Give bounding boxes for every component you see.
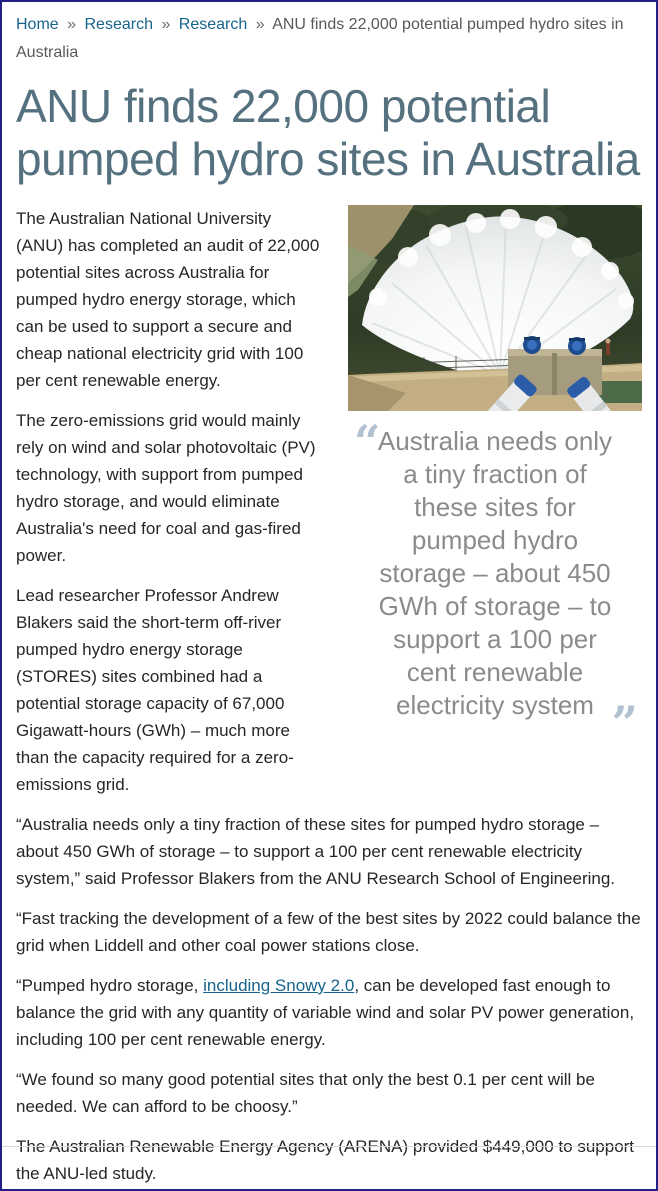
paragraph-6-after-link: , can be developed fast enough to balance the grid with any quantity of variable wind and solar PV power generation, including 100 per cent renewable energy. bbox=[16, 976, 635, 1049]
breadcrumb bbox=[16, 11, 642, 67]
paragraph-7: “We found so many good potential sites that only the best 0.1 per cent will be needed. We can afford to be choosy.” bbox=[16, 1070, 595, 1116]
breadcrumb-separator: » bbox=[67, 16, 77, 33]
open-quote-icon: “ bbox=[354, 415, 381, 469]
pull-quote bbox=[348, 415, 642, 750]
breadcrumb-link-home[interactable]: Home bbox=[16, 16, 59, 33]
article-figure bbox=[348, 205, 642, 755]
page-title: ANU finds 22,000 potential pumped hydro sites in Australia bbox=[16, 80, 640, 185]
section-divider bbox=[2, 1146, 656, 1147]
paragraph-8: The Australian Renewable Energy Agency (ARENA) provided $449,000 to support the ANU-led study. bbox=[16, 1137, 635, 1183]
breadcrumb-current-page: ANU finds 22,000 potential pumped hydro sites in Australia bbox=[16, 16, 624, 61]
paragraph-3: Lead researcher Professor Andrew Blakers said the short-term off-river pumped hydro energy storage (STORES) sites combined had a potential storage capacity of 67,000 Gigawatt-hours (GWh) – much more than the capacity required for a zero-emissions grid. bbox=[16, 586, 294, 794]
paragraph-4: “Australia needs only a tiny fraction of these sites for pumped hydro storage – about 450 GWh of storage – to support a 100 per cent renewable electricity system,” said Professor Blakers from the ANU Research School of Engineering. bbox=[16, 815, 616, 888]
pumped-hydro-photo bbox=[348, 205, 642, 411]
breadcrumb-separator: » bbox=[161, 16, 171, 33]
paragraph-1: The Australian National University (ANU) has completed an audit of 22,000 potential sites across Australia for pumped hydro energy storage, which can be used to support a secure and cheap national electricity grid with 100 per cent renewable energy. bbox=[16, 209, 320, 390]
photo-illustration bbox=[348, 205, 642, 411]
close-quote-icon: ” bbox=[611, 696, 638, 750]
article-body bbox=[16, 205, 642, 1191]
breadcrumb-link-research-1[interactable]: Research bbox=[84, 16, 153, 33]
breadcrumb-link-research-2[interactable]: Research bbox=[178, 16, 248, 33]
paragraph-6 bbox=[16, 972, 642, 1053]
snowy-2-0-link[interactable]: including Snowy 2.0 bbox=[203, 976, 355, 995]
pull-quote-text: Australia needs only a tiny fraction of these sites for pumped hydro storage – about 450 GWh of storage – to support a 100 per cent renewable electricity system bbox=[377, 426, 613, 720]
paragraph-2: The zero-emissions grid would mainly rely on wind and solar photovoltaic (PV) technology, with support from pumped hydro storage, and would eliminate Australia's need for coal and gas-fired power. bbox=[16, 411, 316, 565]
breadcrumb-separator: » bbox=[255, 16, 265, 33]
paragraph-6-before-link: “Pumped hydro storage, bbox=[16, 976, 204, 995]
paragraph-5: “Fast tracking the development of a few of the best sites by 2022 could balance the grid when Liddell and other coal power stations close. bbox=[16, 909, 641, 955]
